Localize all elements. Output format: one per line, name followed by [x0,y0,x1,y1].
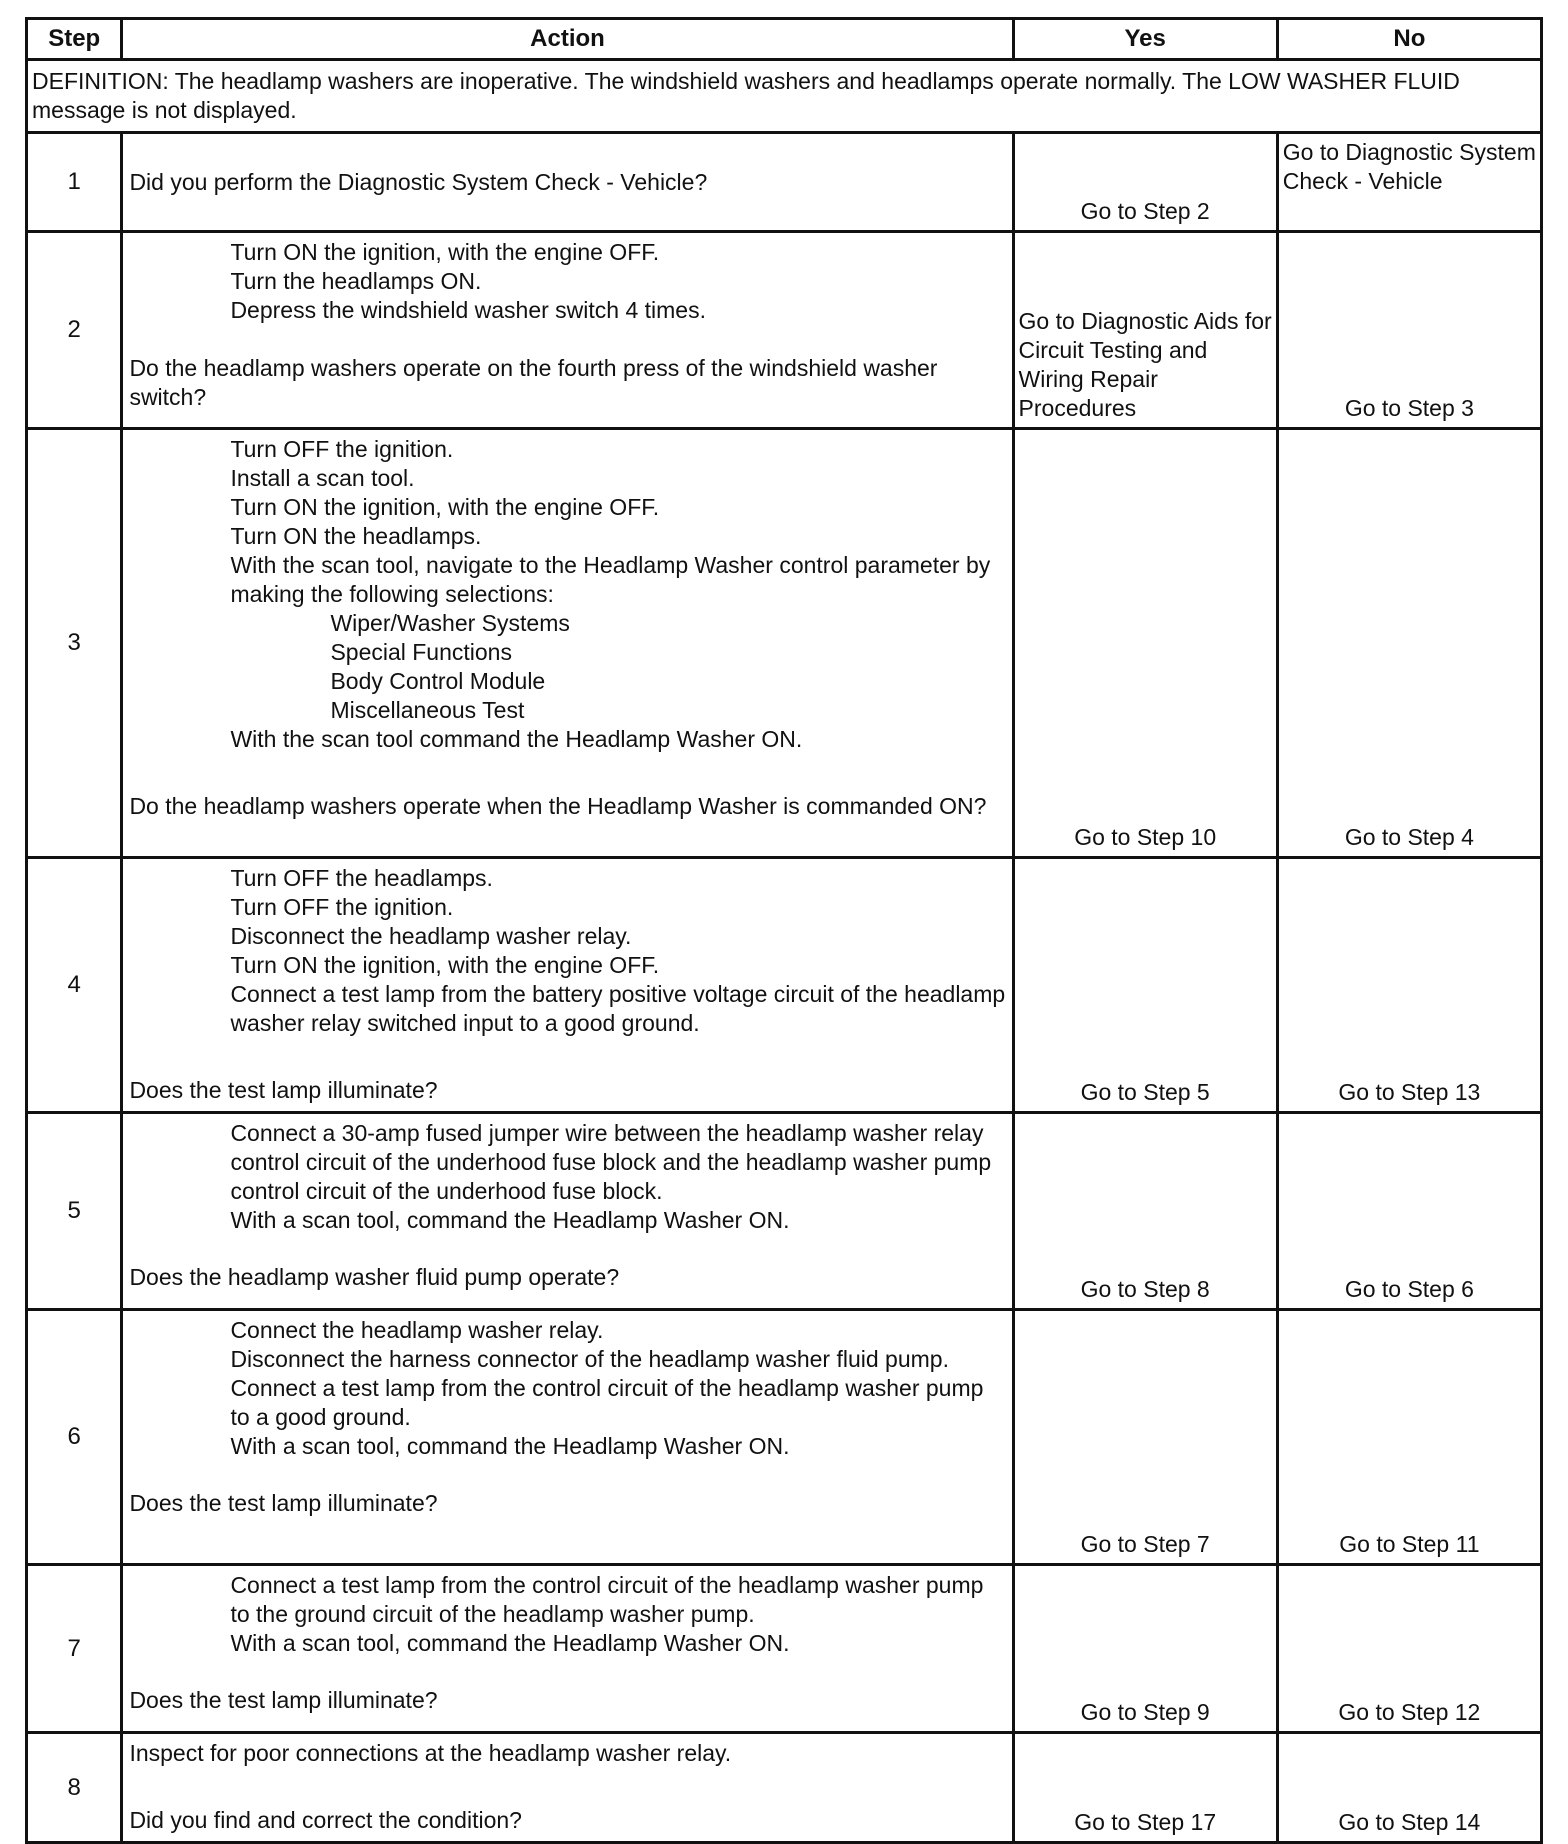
question-text: Did you perform the Diagnostic System Check - Vehicle? [129,169,708,195]
step-number: 2 [27,232,122,429]
action-cell [122,1733,1013,1843]
table-row [27,133,1542,232]
instruction-item: Turn OFF the ignition. [230,894,454,920]
instruction-item: Connect a test lamp from the control circuit of the headlamp washer pump to the ground circuit of the headlamp washer pump. [230,1572,984,1627]
table-row [27,1310,1542,1565]
table-row [27,232,1542,429]
action-cell [122,429,1013,858]
instruction-item: Turn OFF the headlamps. [230,865,493,891]
no-cell: Go to Step 14 [1277,1733,1541,1843]
instruction-item: With the scan tool command the Headlamp Washer ON. [230,726,803,752]
no-cell: Go to Diagnostic System Check - Vehicle [1277,133,1541,232]
header-step: Step [27,19,122,60]
yes-cell: Go to Step 10 [1013,429,1277,858]
no-cell: Go to Step 6 [1277,1113,1541,1310]
yes-cell: Go to Step 2 [1013,133,1277,232]
instruction-item: Disconnect the headlamp washer relay. [230,923,632,949]
action-cell [122,1310,1013,1565]
question-text: Do the headlamp washers operate when the Headlamp Washer is commanded ON? [129,793,987,819]
step-number: 7 [27,1565,122,1733]
instruction-item: Depress the windshield washer switch 4 times. [230,297,706,323]
instruction-item: With a scan tool, command the Headlamp Washer ON. [230,1207,790,1233]
table-row [27,1733,1542,1843]
question-text: Does the test lamp illuminate? [129,1687,438,1713]
instruction-item: With the scan tool, navigate to the Headlamp Washer control parameter by making the following selections: [230,552,991,607]
selection-item: Wiper/Washer Systems [330,610,570,636]
instruction-item: Turn ON the ignition, with the engine OFF. [230,239,660,265]
no-cell: Go to Step 3 [1277,232,1541,429]
selection-item: Body Control Module [330,668,546,694]
definition-row [27,60,1542,133]
step-number: 6 [27,1310,122,1565]
action-cell [122,858,1013,1113]
instruction-item: Connect the headlamp washer relay. [230,1317,604,1343]
yes-cell: Go to Step 17 [1013,1733,1277,1843]
action-cell [122,133,1013,232]
step-number: 4 [27,858,122,1113]
instruction-item: Turn ON the ignition, with the engine OFF. [230,952,660,978]
question-text: Did you find and correct the condition? [129,1807,522,1833]
table-row [27,1113,1542,1310]
selection-item: Special Functions [330,639,512,665]
step-number: 1 [27,133,122,232]
diagnostic-table [25,17,1543,1844]
header-action: Action [122,19,1013,60]
step-number: 3 [27,429,122,858]
action-cell [122,232,1013,429]
no-cell: Go to Step 12 [1277,1565,1541,1733]
yes-cell: Go to Step 7 [1013,1310,1277,1565]
action-cell [122,1565,1013,1733]
question-text: Does the test lamp illuminate? [129,1490,438,1516]
instruction-item: Install a scan tool. [230,465,415,491]
instruction-item: With a scan tool, command the Headlamp Washer ON. [230,1630,790,1656]
no-cell: Go to Step 11 [1277,1310,1541,1565]
table-row [27,1565,1542,1733]
selection-item: Miscellaneous Test [330,697,525,723]
question-text: Do the headlamp washers operate on the fourth press of the windshield washer switch? [129,355,938,410]
definition-text: DEFINITION: The headlamp washers are inoperative. The windshield washers and headlamps operate normally. The LOW WASHER FLUID message is not displayed. [27,60,1542,133]
yes-cell: Go to Step 5 [1013,858,1277,1113]
instruction-item: Turn ON the ignition, with the engine OFF. [230,494,660,520]
action-cell [122,1113,1013,1310]
plain-instruction: Inspect for poor connections at the headlamp washer relay. [129,1740,732,1766]
instruction-item: Turn OFF the ignition. [230,436,454,462]
yes-cell: Go to Diagnostic Aids for Circuit Testing and Wiring Repair Procedures [1013,232,1277,429]
instruction-item: Turn ON the headlamps. [230,523,482,549]
no-cell: Go to Step 13 [1277,858,1541,1113]
instruction-item: Connect a 30-amp fused jumper wire between the headlamp washer relay control circuit of the underhood fuse block and the headlamp washer pump control circuit of the underhood fuse block. [230,1120,992,1204]
step-number: 8 [27,1733,122,1843]
header-row [27,19,1542,60]
yes-cell: Go to Step 9 [1013,1565,1277,1733]
question-text: Does the test lamp illuminate? [129,1077,438,1103]
header-yes: Yes [1013,19,1277,60]
instruction-item: Disconnect the harness connector of the headlamp washer fluid pump. [230,1346,949,1372]
header-no: No [1277,19,1541,60]
table-row [27,858,1542,1113]
instruction-item: Connect a test lamp from the battery positive voltage circuit of the headlamp washer relay switched input to a good ground. [230,981,1006,1036]
question-text: Does the headlamp washer fluid pump operate? [129,1264,620,1290]
instruction-item: Connect a test lamp from the control circuit of the headlamp washer pump to a good ground. [230,1375,984,1430]
no-cell: Go to Step 4 [1277,429,1541,858]
yes-cell: Go to Step 8 [1013,1113,1277,1310]
table-row [27,429,1542,858]
step-number: 5 [27,1113,122,1310]
instruction-item: With a scan tool, command the Headlamp Washer ON. [230,1433,790,1459]
instruction-item: Turn the headlamps ON. [230,268,482,294]
